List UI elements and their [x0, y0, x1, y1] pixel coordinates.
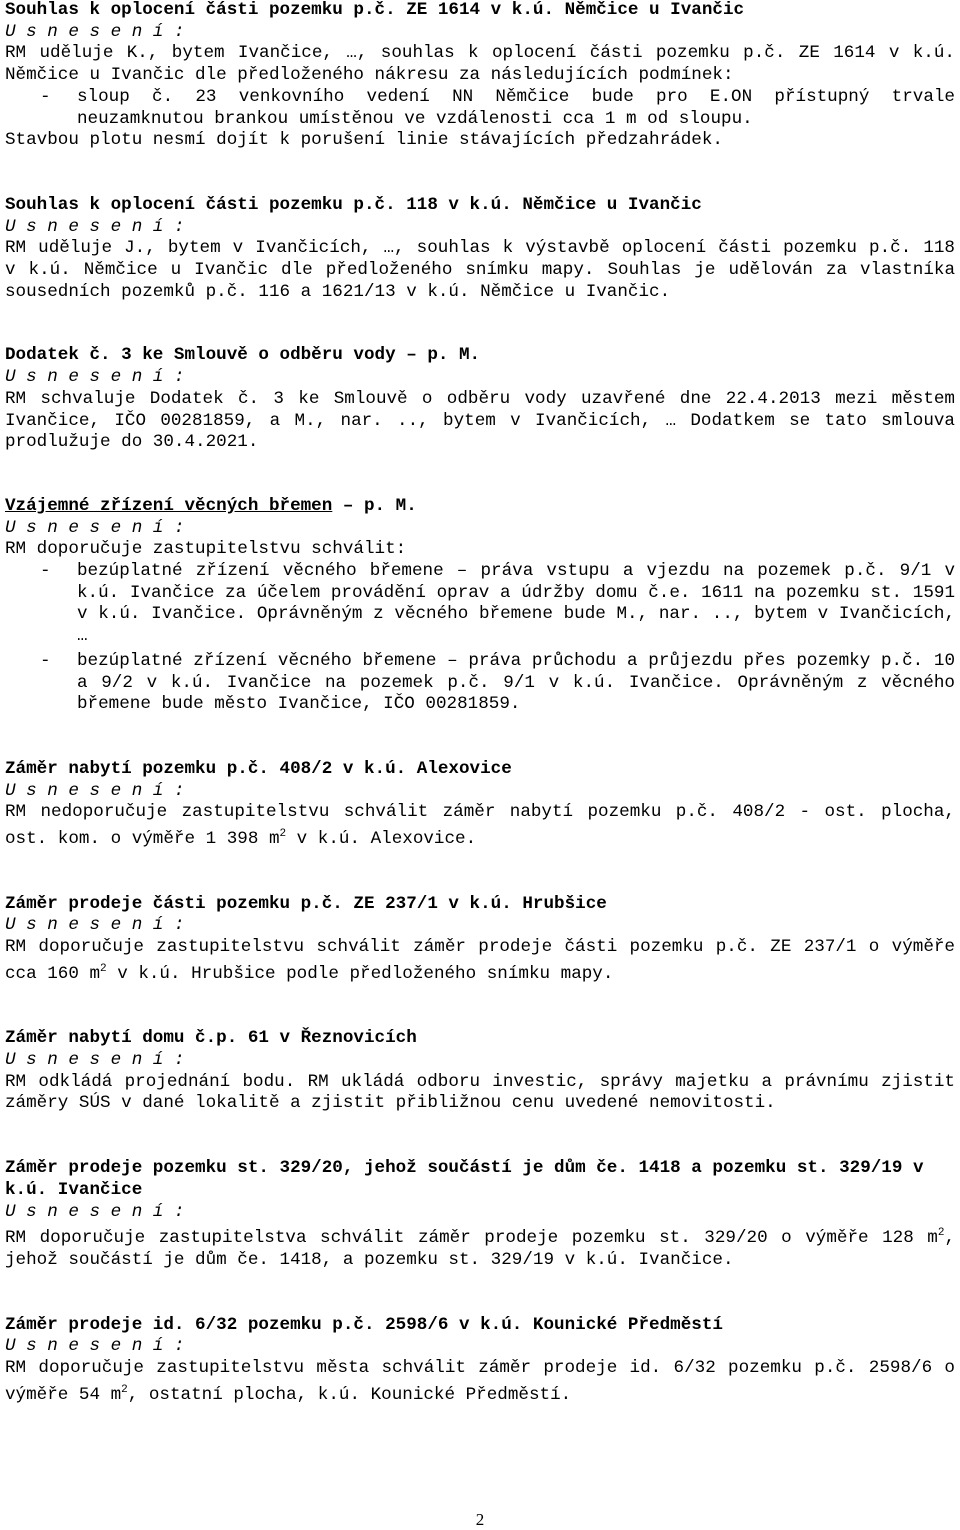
section-9 — [5, 1315, 955, 1407]
resolution-label: U s n e s e n í : — [5, 517, 185, 538]
resolution-label: U s n e s e n í : — [5, 367, 185, 388]
resolution-text: RM doporučuje zastupitelstvu schválit: — [5, 539, 407, 560]
section-8 — [5, 1158, 955, 1271]
condition-list — [5, 87, 955, 130]
list-item: - bezúplatné zřízení věcného břemene – práva průchodu a průjezdu přes pozemky p.č. 10 a 9/2 v k.ú. Ivančice na pozemek p.č. 9/1 v k.ú. Ivančice. Oprávněným z věcného břemene bude město Ivančice, IČO 00281859. — [40, 650, 955, 715]
section-title: Záměr prodeje části pozemku p.č. ZE 237/1 v k.ú. Hrubšice — [5, 893, 607, 914]
resolution-label: U s n e s e n í : — [5, 21, 185, 42]
resolution-label: U s n e s e n í : — [5, 780, 185, 801]
resolution-label: U s n e s e n í : — [5, 915, 185, 936]
section-7 — [5, 1028, 955, 1115]
section-title: Souhlas k oplocení části pozemku p.č. 118 v k.ú. Němčice u Ivančic — [5, 194, 702, 215]
list-item: - sloup č. 23 venkovního vedení NN Němčice bude pro E.ON přístupný trvale neuzamknutou brankou umístěnou ve vzdálenosti cca 1 m od sloupu. — [40, 86, 955, 129]
resolution-text: RM doporučuje zastupitelstva schválit záměr prodeje pozemku st. 329/20 o výměře 128 $m^2$, jehož součástí je dům če. 1418, a pozemku st. 329/19 v k.ú. Ivančice. — [5, 1227, 955, 1270]
page-number: 2 — [475, 1510, 485, 1529]
section-2 — [5, 195, 955, 304]
section-title: Záměr nabytí domu č.p. 61 v Řeznovicích — [5, 1028, 417, 1049]
section-6 — [5, 894, 955, 986]
resolution-label: U s n e s e n í : — [5, 1336, 185, 1357]
resolution-label: U s n e s e n í : — [5, 1201, 185, 1222]
resolution-text: RM schvaluje Dodatek č. 3 ke Smlouvě o odběru vody uzavřené dne 22.4.2013 mezi městem Ivančice, IČO 00281859, a M., nar. .., bytem v Ivančicích, … Dodatkem se tato smlouva prodlužuje do 30.4.2021. — [5, 388, 955, 453]
resolution-text: RM uděluje J., bytem v Ivančicích, …, souhlas k výstavbě oplocení části pozemku p.č. 118 v k.ú. Němčice u Ivančic dle předloženého snímku mapy. Souhlas je udělován za vlastníka sousedních pozemků p.č. 116 a 1621/13 v k.ú. Němčice u Ivančic. — [5, 238, 955, 302]
resolution-tail: Stavbou plotu nesmí dojít k porušení linie stávajících předzahrádek. — [5, 130, 723, 151]
resolution-text: RM odkládá projednání bodu. RM ukládá odboru investic, správy majetku a právnímu zjistit záměry SÚS v dané lokalitě a zjistit přibližnou cenu uvedené nemovitosti. — [5, 1071, 955, 1114]
document-page — [5, 0, 955, 1406]
section-3 — [5, 345, 955, 454]
section-1 — [5, 0, 955, 152]
resolution-text: RM uděluje K., bytem Ivančice, …, souhlas k oplocení části pozemku p.č. ZE 1614 v k.ú. Němčice u Ivančic dle předloženého nákresu za následujících podmínek: — [5, 43, 955, 86]
section-title: Dodatek č. 3 ke Smlouvě o odběru vody – p. M. — [5, 345, 481, 366]
easement-list — [5, 561, 955, 716]
resolution-text: RM nedoporučuje zastupitelstvu schválit záměr nabytí pozemku p.č. 408/2 - ost. plocha, ost. kom. o výměře 1 398 $m^2$ v k.ú. Alexovice. — [5, 802, 955, 849]
resolution-label: U s n e s e n í : — [5, 1050, 185, 1071]
section-title: Souhlas k oplocení části pozemku p.č. ZE 1614 v k.ú. Němčice u Ivančic — [5, 0, 745, 20]
section-4 — [5, 496, 955, 716]
resolution-label: U s n e s e n í : — [5, 216, 185, 237]
section-title: Záměr nabytí pozemku p.č. 408/2 v k.ú. Alexovice — [5, 758, 512, 779]
section-5 — [5, 759, 955, 851]
list-item: - bezúplatné zřízení věcného břemene – práva vstupu a vjezdu na pozemek p.č. 9/1 v k.ú. Ivančice za účelem provádění oprav a údržby domu č.e. 1611 na pozemku st. 1591 v k.ú. Ivančice. Oprávněným z věcného břemene bude M., nar. .., bytem v Ivančicích, … — [40, 561, 955, 647]
section-title: Záměr prodeje pozemku st. 329/20, jehož součástí je dům če. 1418 a pozemku st. 329/19 v k.ú. Ivančice — [5, 1158, 924, 1200]
resolution-text: RM doporučuje zastupitelstvu schválit záměr prodeje části pozemku p.č. ZE 237/1 o výměře cca 160 $m^2$ v k.ú. Hrubšice podle předloženého snímku mapy. — [5, 937, 955, 984]
resolution-text: RM doporučuje zastupitelstvu města schválit záměr prodeje id. 6/32 pozemku p.č. 2598/6 o výměře 54 $m^2$, ostatní plocha, k.ú. Kounické Předměstí. — [5, 1357, 955, 1405]
section-title: Vzájemné zřízení věcných břemen – p. M. — [5, 495, 417, 516]
section-title: Záměr prodeje id. 6/32 pozemku p.č. 2598/6 v k.ú. Kounické Předměstí — [5, 1314, 723, 1335]
